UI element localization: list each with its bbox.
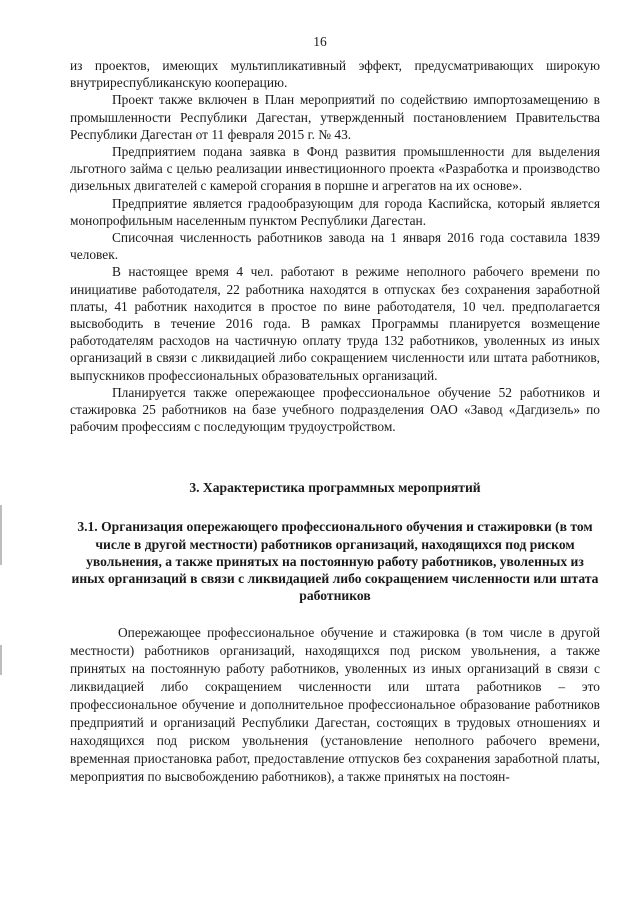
paragraph: Планируется также опережающее профессиональное обучение 52 работников и стажировка 25 работников на базе учебного подразделения ОАО «Завод «Дагдизель» по рабочим профессиям с последующим трудоустройством.: [70, 384, 600, 435]
scan-artifact: [0, 505, 2, 565]
paragraph: из проектов, имеющих мультипликативный эффект, предусматривающих широкую внутриреспубликанскую кооперацию.: [70, 58, 600, 91]
paragraph: Предприятие является градообразующим для города Каспийска, который является монопрофильным населенным пунктом Республики Дагестан.: [70, 195, 600, 228]
page-number: 16: [313, 34, 327, 49]
document-body: [70, 57, 600, 786]
paragraph: Проект также включен в План мероприятий по содействию импортозамещению в промышленности Республики Дагестан, утвержденный постановлением Правительства Республики Дагестан от 11 февраля 2015 г. № 43.: [70, 92, 600, 142]
section-title: 3. Характеристика программных мероприятий: [189, 480, 481, 496]
paragraph: Предприятием подана заявка в Фонд развития промышленности для выделения льготного займа с целью реализации инвестиционного проекта «Разработка и производство дизельных двигателей с камерой сгорания в поршне и агрегатов на их основе».: [70, 144, 600, 194]
section-paragraph: Опережающее профессиональное обучение и стажировка (в том числе в другой местности) работников организаций, находящихся под риском увольнения, а также принятых на постоянную работу работников, уволенных из иных организаций в связи с ликвидацией либо сокращением численности или штата работников – это профессиональное обучение и дополнительное профессиональное образование работников предприятий и организаций Республики Дагестан, состоящих в трудовых отношениях и находящихся под риском увольнения (установление неполного рабочего времени, временная приостановка работ, предоставление отпусков без сохранения заработной платы, мероприятия по высвобождению работников), а также принятых на постоян-: [70, 625, 600, 785]
paragraph: Списочная численность работников завода на 1 января 2016 года составила 1839 человек.: [70, 230, 600, 263]
scan-artifact: [0, 645, 2, 675]
paragraph: В настоящее время 4 чел. работают в режиме неполного рабочего времени по инициативе работодателя, 22 работника находятся в отпусках без сохранения заработной платы, 41 работник находится в простое по вине работодателя, 10 чел. предполагается высвободить в течение 2016 года. В рамках Программы планируется возмещение работодателям расходов на частичную оплату труда 132 работников, уволенных из иных организаций в связи с ликвидацией либо сокращением численности или штата работников, выпускников профессиональных образовательных организаций.: [70, 264, 600, 383]
subsection-title: 3.1. Организация опережающего профессионального обучения и стажировки (в том числе в другой местности) работников организаций, находящихся под риском увольнения, а также принятых на постоянную работу работников, уволенных из иных организаций в связи с ликвидацией либо сокращением численности или штата работников: [71, 519, 599, 604]
